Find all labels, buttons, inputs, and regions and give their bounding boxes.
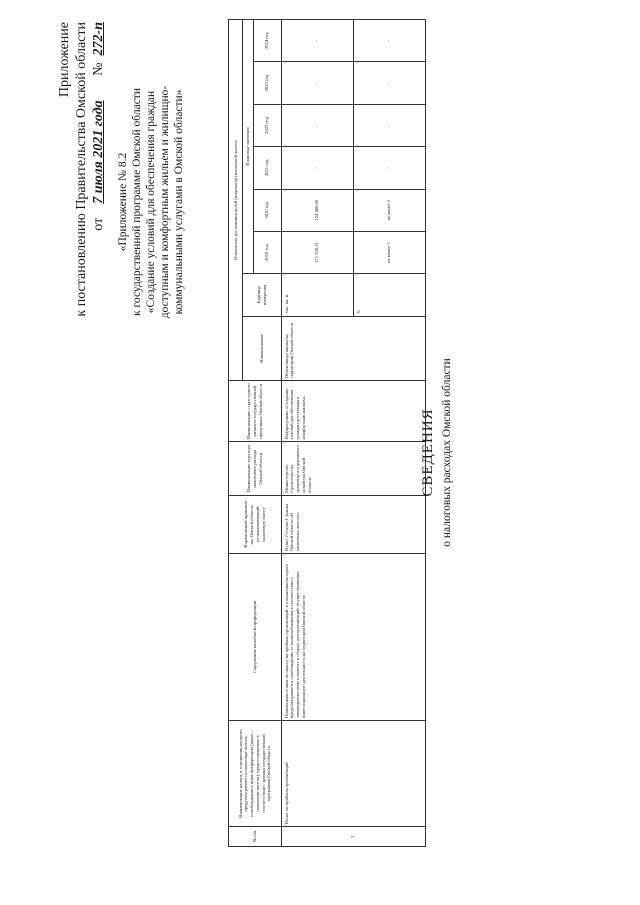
table-row [281, 20, 353, 847]
program-header [116, 22, 186, 382]
approval-header [56, 22, 107, 317]
program-header-line-3: «Создание условий для обеспечения граждан [145, 90, 158, 314]
cell-pvalue-2024: - [353, 20, 425, 63]
col-tax-header: Наименование налога, в отношении которого предусматриваются налоговые льготы, освобождения и иные преференции (далее – налоговые льготы), предоставляемые в соответствии с целями государственной программы Омской области [229, 721, 282, 827]
cell-law: Пункт 2 статьи 1 Закона Омской области «О налоговых льготах» [281, 495, 425, 553]
header-num-sign: № [91, 62, 107, 76]
header-ot: от [91, 217, 107, 231]
col-curator-header: Наименование куратора налогового расхода Омской области [229, 442, 282, 495]
year-header: 2024 год [253, 20, 281, 63]
cell-unit: тыс. кв. м [281, 274, 353, 316]
program-header-line-1: «Приложение № 8.2 [117, 152, 129, 252]
cell-tax: Налог на прибыль организаций [281, 721, 425, 827]
program-header-line-5: коммунальными услугами в Омской области» [173, 89, 186, 315]
cell-pvalue-2020: не менее 5 [353, 189, 425, 231]
cell-value-2019: 171 228,31 [281, 231, 353, 273]
tax-expense-table [228, 19, 426, 847]
year-header: 2021 год [253, 147, 281, 189]
col-plan-header: Плановые значения [243, 20, 254, 274]
cell-program: Подпрограмма «Создание условий для обеспечения граждан доступным и комфортным жильем» [281, 381, 425, 442]
col-law-header: Нормативный правовой акт Омской области, устанавливающий налоговую льготу [229, 495, 282, 553]
cell-pvalue-2022: - [353, 104, 425, 146]
header-line-1: Приложение [57, 22, 72, 98]
header-line-3 [90, 22, 107, 317]
program-header-line-2: к государственной программе Омской области [131, 88, 144, 316]
col-content-header: Содержание налоговой преференции [229, 553, 282, 720]
header-line-2: к постановлению Правительства Омской области [74, 22, 90, 317]
cell-content: Пониженная ставка по налогу на прибыль организаций, в отношении которого предусматривается освобождение от налогообложения в соответствии с законодательством о налогах и сборах, для организаций, осуществляющих инвестиционную деятельность на территории Омской области [281, 553, 425, 720]
cell-unit-2: % [353, 274, 425, 316]
year-header: 2020 год [253, 189, 281, 231]
document-subtitle: о налоговых расходах Омской области [441, 358, 453, 547]
cell-pvalue-2019: не менее 5 [353, 231, 425, 273]
year-header: 2019 год [253, 231, 281, 273]
col-ind-name-header: Наименование [243, 316, 282, 381]
col-program-header: Наименование структурного элемента государственной программы Омской области [229, 381, 282, 442]
cell-curator: Министерство строительства, транспорта и дорожного хозяйства Омской области [281, 442, 425, 495]
cell-value-2021: - [281, 147, 353, 189]
col-num-header: № п/п [229, 826, 282, 846]
program-header-line-4: доступным и комфортным жильем и жилищно- [159, 85, 172, 319]
cell-pvalue-2021: - [353, 147, 425, 189]
cell-value-2023: - [281, 62, 353, 104]
cell-value-2020: 124 488,60 [281, 189, 353, 231]
year-header: 2022 год [253, 104, 281, 146]
cell-pvalue-2023: - [353, 62, 425, 104]
document-title: СВЕДЕНИЯ [420, 408, 436, 497]
header-date: 7 июля 2021 года [91, 100, 107, 204]
year-header: 2023 год [253, 62, 281, 104]
cell-value-2022: - [281, 104, 353, 146]
col-indicators-header: Показатель достижения целей (индикатор) налоговой льготы [229, 20, 243, 381]
cell-num: 1 [281, 826, 425, 846]
cell-value-2024: - [281, 20, 353, 63]
cell-ind-name: Объем ввода жилья на территории Омской области [281, 316, 425, 381]
header-num: 272-п [91, 22, 107, 56]
col-unit-header: Единица измерения [243, 274, 282, 316]
